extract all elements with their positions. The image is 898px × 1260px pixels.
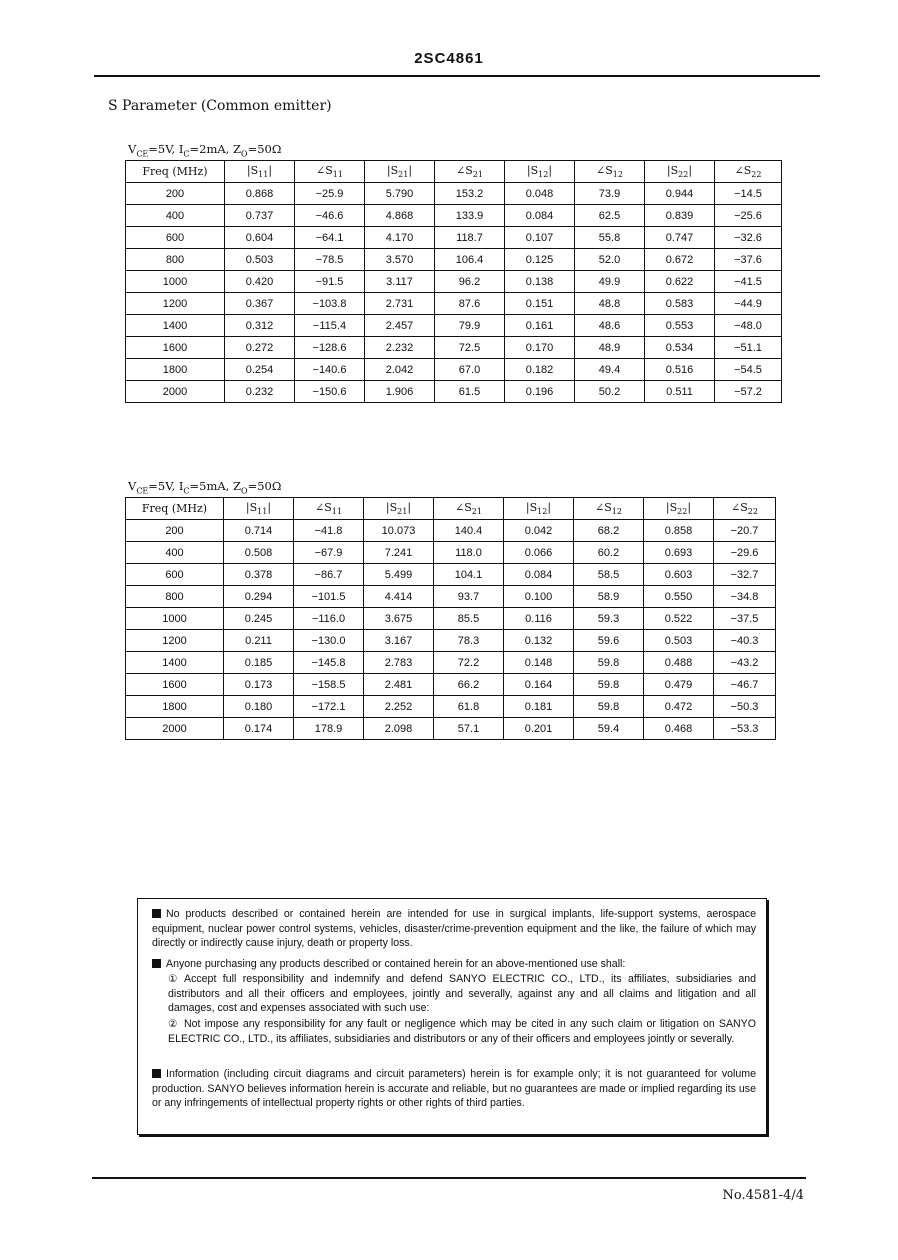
table-cell: 0.622 bbox=[645, 271, 715, 293]
table-row bbox=[126, 520, 776, 542]
table-cell: 3.675 bbox=[364, 608, 434, 630]
table-cell: 0.604 bbox=[225, 227, 295, 249]
table-row bbox=[126, 652, 776, 674]
table-cell: 0.173 bbox=[224, 674, 294, 696]
table-cell: −44.9 bbox=[715, 293, 782, 315]
table-cell: 0.944 bbox=[645, 183, 715, 205]
table-cell: 48.8 bbox=[575, 293, 645, 315]
table-cell: −51.1 bbox=[715, 337, 782, 359]
table-cell: 0.516 bbox=[645, 359, 715, 381]
table-cell: 400 bbox=[126, 205, 225, 227]
col-freq: Freq (MHz) bbox=[126, 498, 224, 520]
col-s12-ang: $\angle S_{12}$ bbox=[574, 498, 644, 520]
col-s21-mag: $|S_{21}|$ bbox=[364, 498, 434, 520]
table-cell: 48.9 bbox=[575, 337, 645, 359]
table-cell: 58.5 bbox=[574, 564, 644, 586]
table-cell: 2.252 bbox=[364, 696, 434, 718]
disclaimer-notice-box bbox=[137, 898, 767, 1135]
table-cell: 4.414 bbox=[364, 586, 434, 608]
table-cell: 0.174 bbox=[224, 718, 294, 740]
col-s22-mag: $|S_{22}|$ bbox=[644, 498, 714, 520]
table-cell: −43.2 bbox=[714, 652, 776, 674]
table-cell: 0.472 bbox=[644, 696, 714, 718]
table-cell: 1400 bbox=[126, 315, 225, 337]
table-cell: 0.254 bbox=[225, 359, 295, 381]
table-cell: 50.2 bbox=[575, 381, 645, 403]
col-s11-mag: $|S_{11}|$ bbox=[225, 161, 295, 183]
s-parameter-table-5ma bbox=[125, 497, 776, 740]
table1-body bbox=[126, 183, 782, 403]
table-cell: 7.241 bbox=[364, 542, 434, 564]
table-row bbox=[126, 542, 776, 564]
table-cell: −53.3 bbox=[714, 718, 776, 740]
table-cell: 0.272 bbox=[225, 337, 295, 359]
table-row bbox=[126, 586, 776, 608]
table-cell: −40.3 bbox=[714, 630, 776, 652]
table-cell: −128.6 bbox=[295, 337, 365, 359]
table-cell: 0.522 bbox=[644, 608, 714, 630]
table2-ic: =5mA, bbox=[189, 479, 230, 493]
table-cell: 87.6 bbox=[435, 293, 505, 315]
table-row bbox=[126, 183, 782, 205]
table-row bbox=[126, 337, 782, 359]
table-cell: 0.488 bbox=[644, 652, 714, 674]
table-cell: 3.167 bbox=[364, 630, 434, 652]
table-cell: 1200 bbox=[126, 630, 224, 652]
table-cell: 800 bbox=[126, 249, 225, 271]
table-cell: 178.9 bbox=[294, 718, 364, 740]
table-cell: 0.420 bbox=[225, 271, 295, 293]
table-cell: −37.6 bbox=[715, 249, 782, 271]
table-cell: −158.5 bbox=[294, 674, 364, 696]
table-cell: −115.4 bbox=[295, 315, 365, 337]
col-s11-ang: $\angle S_{11}$ bbox=[294, 498, 364, 520]
table-cell: 67.0 bbox=[435, 359, 505, 381]
table-cell: 2.783 bbox=[364, 652, 434, 674]
table-cell: 0.116 bbox=[504, 608, 574, 630]
table-cell: 0.100 bbox=[504, 586, 574, 608]
table-cell: 0.084 bbox=[504, 564, 574, 586]
table-cell: 2000 bbox=[126, 381, 225, 403]
table-cell: 0.148 bbox=[504, 652, 574, 674]
table-cell: 2.232 bbox=[365, 337, 435, 359]
table-cell: −116.0 bbox=[294, 608, 364, 630]
table-header-row bbox=[126, 498, 776, 520]
col-freq: Freq (MHz) bbox=[126, 161, 225, 183]
table-row bbox=[126, 315, 782, 337]
table-cell: 1400 bbox=[126, 652, 224, 674]
table-cell: 153.2 bbox=[435, 183, 505, 205]
table-cell: −91.5 bbox=[295, 271, 365, 293]
table-header-row bbox=[126, 161, 782, 183]
table-cell: 0.468 bbox=[644, 718, 714, 740]
table-cell: 2.042 bbox=[365, 359, 435, 381]
table-cell: 1.906 bbox=[365, 381, 435, 403]
table-cell: 118.0 bbox=[434, 542, 504, 564]
notice-item-2-text: Not impose any responsibility for any fault or negligence which may be cited in any such claim or litigation on SANYO ELECTRIC CO., LTD., its affiliates, subsidiaries and distributors or any of their officers and employees jointly or severally. bbox=[168, 1018, 756, 1045]
document-number: No.4581-4/4 bbox=[722, 1188, 804, 1203]
table-cell: 0.693 bbox=[644, 542, 714, 564]
notice-item-1 bbox=[168, 972, 756, 1016]
table-cell: 0.042 bbox=[504, 520, 574, 542]
table-cell: 0.185 bbox=[224, 652, 294, 674]
table-row bbox=[126, 674, 776, 696]
table-cell: 48.6 bbox=[575, 315, 645, 337]
table-cell: −29.6 bbox=[714, 542, 776, 564]
table-cell: 0.367 bbox=[225, 293, 295, 315]
table-cell: 2.457 bbox=[365, 315, 435, 337]
table-cell: 140.4 bbox=[434, 520, 504, 542]
table-cell: −172.1 bbox=[294, 696, 364, 718]
table-cell: 104.1 bbox=[434, 564, 504, 586]
table-cell: −46.7 bbox=[714, 674, 776, 696]
notice-text-1: No products described or contained herein are intended for use in surgical implants, life-support systems, aerospace equipment, nuclear power control systems, vehicles, disaster/crime-prevention equipment and the like, the failure of which may directly or indirectly cause injury, death or property loss. bbox=[152, 908, 756, 950]
bullet-square-icon bbox=[152, 909, 161, 918]
table-cell: 68.2 bbox=[574, 520, 644, 542]
table-cell: 600 bbox=[126, 564, 224, 586]
table-cell: 0.161 bbox=[505, 315, 575, 337]
table-cell: 0.232 bbox=[225, 381, 295, 403]
table-cell: −32.6 bbox=[715, 227, 782, 249]
table-cell: −32.7 bbox=[714, 564, 776, 586]
table-cell: 0.245 bbox=[224, 608, 294, 630]
table-cell: 0.508 bbox=[224, 542, 294, 564]
col-s11-ang: $\angle S_{11}$ bbox=[295, 161, 365, 183]
table-cell: 600 bbox=[126, 227, 225, 249]
notice-paragraph-1 bbox=[152, 907, 756, 951]
notice-paragraph-3 bbox=[152, 1067, 756, 1111]
table-cell: −25.6 bbox=[715, 205, 782, 227]
table-row bbox=[126, 227, 782, 249]
table-cell: 200 bbox=[126, 520, 224, 542]
table-cell: 2000 bbox=[126, 718, 224, 740]
table-cell: 0.672 bbox=[645, 249, 715, 271]
table-cell: 60.2 bbox=[574, 542, 644, 564]
table-cell: 133.9 bbox=[435, 205, 505, 227]
table-row bbox=[126, 359, 782, 381]
table-cell: 2.098 bbox=[364, 718, 434, 740]
table-cell: 72.5 bbox=[435, 337, 505, 359]
table2-condition: $V_{CE}=5V$, $I_C=5mA$, $Z_O=50\Omega$ bbox=[128, 479, 282, 496]
table-cell: 800 bbox=[126, 586, 224, 608]
section-title: S Parameter (Common emitter) bbox=[108, 98, 332, 114]
table-cell: −41.8 bbox=[294, 520, 364, 542]
table-cell: 0.132 bbox=[504, 630, 574, 652]
table-cell: 59.8 bbox=[574, 674, 644, 696]
col-s22-ang: $\angle S_{22}$ bbox=[714, 498, 776, 520]
table-cell: 3.570 bbox=[365, 249, 435, 271]
table-cell: 62.5 bbox=[575, 205, 645, 227]
table-cell: 0.603 bbox=[644, 564, 714, 586]
table-cell: −64.1 bbox=[295, 227, 365, 249]
table1-condition: $V_{CE}=5V$, $I_C=2mA$, $Z_O=50\Omega$ bbox=[128, 142, 282, 159]
table-cell: −145.8 bbox=[294, 652, 364, 674]
table-cell: 0.170 bbox=[505, 337, 575, 359]
table-cell: 1600 bbox=[126, 674, 224, 696]
table-cell: 1000 bbox=[126, 271, 225, 293]
table-cell: −48.0 bbox=[715, 315, 782, 337]
table-cell: 2.731 bbox=[365, 293, 435, 315]
col-s12-mag: $|S_{12}|$ bbox=[504, 498, 574, 520]
table-cell: 72.2 bbox=[434, 652, 504, 674]
table-cell: −54.5 bbox=[715, 359, 782, 381]
table-cell: 78.3 bbox=[434, 630, 504, 652]
notice-text-3: Information (including circuit diagrams and circuit parameters) herein is for example only; it is not guaranteed for volume production. SANYO believes information herein is accurate and reliable, but no guarantees are made or implied regarding its use or any infringements of intellectual property rights or other rights of third parties. bbox=[152, 1068, 756, 1110]
table-cell: 93.7 bbox=[434, 586, 504, 608]
table-cell: 118.7 bbox=[435, 227, 505, 249]
bullet-square-icon bbox=[152, 959, 161, 968]
table-cell: 58.9 bbox=[574, 586, 644, 608]
table-cell: 1800 bbox=[126, 696, 224, 718]
table-cell: −103.8 bbox=[295, 293, 365, 315]
table-cell: 0.125 bbox=[505, 249, 575, 271]
col-s21-mag: $|S_{21}|$ bbox=[365, 161, 435, 183]
table-cell: 0.180 bbox=[224, 696, 294, 718]
notice-text-2: Anyone purchasing any products described or contained herein for an above-mentioned use shall: bbox=[166, 958, 626, 970]
table-cell: 0.312 bbox=[225, 315, 295, 337]
table2-zo: =50Ω bbox=[247, 479, 282, 493]
table-cell: 66.2 bbox=[434, 674, 504, 696]
table-cell: 49.9 bbox=[575, 271, 645, 293]
col-s12-mag: $|S_{12}|$ bbox=[505, 161, 575, 183]
table-cell: 61.8 bbox=[434, 696, 504, 718]
table-row bbox=[126, 630, 776, 652]
part-number-header: 2SC4861 bbox=[414, 50, 484, 67]
table2-body bbox=[126, 520, 776, 740]
table-cell: 4.868 bbox=[365, 205, 435, 227]
table-cell: 0.164 bbox=[504, 674, 574, 696]
bullet-square-icon bbox=[152, 1069, 161, 1078]
table-cell: 59.6 bbox=[574, 630, 644, 652]
table-row bbox=[126, 718, 776, 740]
table-cell: 0.378 bbox=[224, 564, 294, 586]
table-cell: −37.5 bbox=[714, 608, 776, 630]
table-cell: −46.6 bbox=[295, 205, 365, 227]
table-row bbox=[126, 608, 776, 630]
table-cell: 52.0 bbox=[575, 249, 645, 271]
table-cell: −130.0 bbox=[294, 630, 364, 652]
table-cell: 0.294 bbox=[224, 586, 294, 608]
table-cell: 5.499 bbox=[364, 564, 434, 586]
notice-paragraph-2 bbox=[152, 957, 756, 972]
table-cell: 0.839 bbox=[645, 205, 715, 227]
table-cell: 73.9 bbox=[575, 183, 645, 205]
table-cell: 55.8 bbox=[575, 227, 645, 249]
notice-item-2 bbox=[168, 1017, 756, 1046]
table-cell: 0.714 bbox=[224, 520, 294, 542]
table-cell: 0.066 bbox=[504, 542, 574, 564]
table-cell: 1000 bbox=[126, 608, 224, 630]
table-cell: −150.6 bbox=[295, 381, 365, 403]
table-cell: 0.534 bbox=[645, 337, 715, 359]
table-cell: 96.2 bbox=[435, 271, 505, 293]
table-cell: 0.181 bbox=[504, 696, 574, 718]
circled-two-icon: ② bbox=[168, 1018, 178, 1030]
table-cell: 400 bbox=[126, 542, 224, 564]
table-row bbox=[126, 564, 776, 586]
table-cell: 0.503 bbox=[644, 630, 714, 652]
header-rule bbox=[94, 75, 820, 77]
table-cell: 59.4 bbox=[574, 718, 644, 740]
s-parameter-table-2ma bbox=[125, 160, 782, 403]
table-cell: 0.211 bbox=[224, 630, 294, 652]
table-cell: 79.9 bbox=[435, 315, 505, 337]
table-cell: 0.201 bbox=[504, 718, 574, 740]
table-row bbox=[126, 205, 782, 227]
table-cell: −25.9 bbox=[295, 183, 365, 205]
table-cell: 0.868 bbox=[225, 183, 295, 205]
table-cell: 1200 bbox=[126, 293, 225, 315]
table-cell: 0.196 bbox=[505, 381, 575, 403]
table-cell: 0.107 bbox=[505, 227, 575, 249]
col-s21-ang: $\angle S_{21}$ bbox=[434, 498, 504, 520]
table-cell: 59.8 bbox=[574, 652, 644, 674]
table-cell: 4.170 bbox=[365, 227, 435, 249]
table-cell: 59.3 bbox=[574, 608, 644, 630]
table-cell: 0.182 bbox=[505, 359, 575, 381]
footer-rule bbox=[92, 1177, 806, 1179]
table-cell: 0.084 bbox=[505, 205, 575, 227]
col-s11-mag: $|S_{11}|$ bbox=[224, 498, 294, 520]
table-row bbox=[126, 271, 782, 293]
table-cell: 0.511 bbox=[645, 381, 715, 403]
table-cell: −140.6 bbox=[295, 359, 365, 381]
table-cell: 0.048 bbox=[505, 183, 575, 205]
table-cell: 0.479 bbox=[644, 674, 714, 696]
table-cell: 0.138 bbox=[505, 271, 575, 293]
table-cell: 0.583 bbox=[645, 293, 715, 315]
table-row bbox=[126, 249, 782, 271]
table-cell: −41.5 bbox=[715, 271, 782, 293]
table-cell: 0.151 bbox=[505, 293, 575, 315]
table-cell: 61.5 bbox=[435, 381, 505, 403]
table-cell: 0.747 bbox=[645, 227, 715, 249]
table-cell: 200 bbox=[126, 183, 225, 205]
table1-vce: =5V, bbox=[148, 142, 176, 156]
table-cell: 59.8 bbox=[574, 696, 644, 718]
table-cell: 1600 bbox=[126, 337, 225, 359]
table-cell: 10.073 bbox=[364, 520, 434, 542]
table-cell: −34.8 bbox=[714, 586, 776, 608]
col-s12-ang: $\angle S_{12}$ bbox=[575, 161, 645, 183]
table-cell: 5.790 bbox=[365, 183, 435, 205]
table-cell: −20.7 bbox=[714, 520, 776, 542]
table-cell: −50.3 bbox=[714, 696, 776, 718]
table-row bbox=[126, 293, 782, 315]
table-cell: 49.4 bbox=[575, 359, 645, 381]
table-cell: −67.9 bbox=[294, 542, 364, 564]
table-cell: 3.117 bbox=[365, 271, 435, 293]
notice-item-1-text: Accept full responsibility and indemnify and defend SANYO ELECTRIC CO., LTD., its affiliates, subsidiaries and distributors and all their officers and employees, jointly and severally, against any and all claims and litigation and all damages, cost and expenses associated with such use: bbox=[168, 973, 756, 1015]
col-s22-mag: $|S_{22}|$ bbox=[645, 161, 715, 183]
table-row bbox=[126, 696, 776, 718]
table-cell: 106.4 bbox=[435, 249, 505, 271]
table-cell: −57.2 bbox=[715, 381, 782, 403]
table2-vce: =5V, bbox=[148, 479, 176, 493]
table-cell: −78.5 bbox=[295, 249, 365, 271]
table-cell: −101.5 bbox=[294, 586, 364, 608]
col-s22-ang: $\angle S_{22}$ bbox=[715, 161, 782, 183]
table-cell: 0.503 bbox=[225, 249, 295, 271]
circled-one-icon: ① bbox=[168, 973, 178, 985]
table-cell: 57.1 bbox=[434, 718, 504, 740]
col-s21-ang: $\angle S_{21}$ bbox=[435, 161, 505, 183]
table1-ic: =2mA, bbox=[189, 142, 230, 156]
table-row bbox=[126, 381, 782, 403]
table-cell: 1800 bbox=[126, 359, 225, 381]
table-cell: 85.5 bbox=[434, 608, 504, 630]
table-cell: 0.553 bbox=[645, 315, 715, 337]
table-cell: 0.858 bbox=[644, 520, 714, 542]
table-cell: −86.7 bbox=[294, 564, 364, 586]
table-cell: 0.550 bbox=[644, 586, 714, 608]
table-cell: 2.481 bbox=[364, 674, 434, 696]
table-cell: −14.5 bbox=[715, 183, 782, 205]
table1-zo: =50Ω bbox=[247, 142, 282, 156]
table-cell: 0.737 bbox=[225, 205, 295, 227]
